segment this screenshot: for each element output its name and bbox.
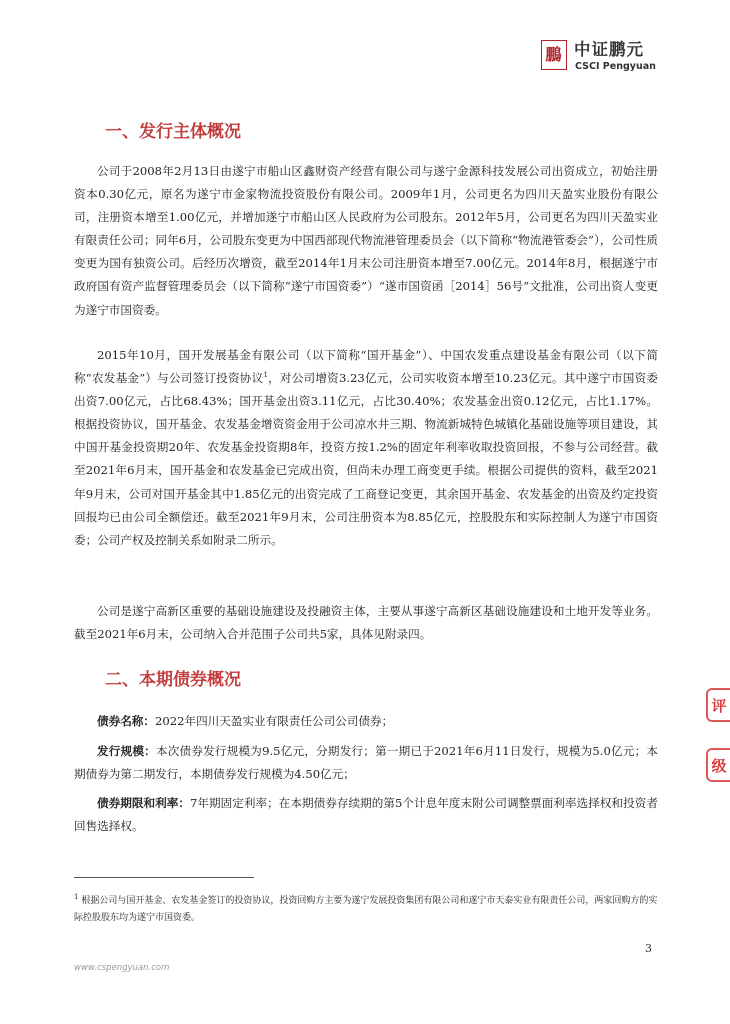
bond-name-label: 债券名称： (97, 714, 155, 728)
paragraph-business-scope: 公司是遂宁高新区重要的基础设施建设及投融资主体，主要从事遂宁高新区基础设施建设和土地开发等业务。截至2021年6月末，公司纳入合并范围子公司共5家，具体见附录四。 (74, 604, 658, 642)
paragraph-capital-increase (74, 344, 658, 552)
paragraph-capital-increase-part2: ，对公司增资3.23亿元，公司实收资本增至10.23亿元。其中遂宁市国资委出资7.00亿元，占比68.43%；国开基金出资3.11亿元，占比30.40%；农发基金出资0.12亿元，占比1.17%。根据投资协议，国开基金、农发基金增资资金用于公司凉水井三期、物流新城特色城镇化基础设施等项目建设，其中国开基金投资期20年、农发基金投资期8年，投资方按1.2%的固定年利率收取投资回报，不参与公司经营。截至2021年6月末，国开基金和农发基金已完成出资，但尚未办理工商变更手续。根据公司提供的资料，截至2021年9月末，公司对国开基金其中1.85亿元的出资完成了工商登记变更，其余国开基金、农发基金的出资及约定投资回报均已由公司全额偿还。截至2021年9月末，公司注册资本为8.85亿元，控股股东和实际控制人为遂宁市国资委；公司产权及控制关系如附录二所示。 (74, 371, 659, 547)
footnote (74, 893, 658, 927)
bond-name-value: 2022年四川天盈实业有限责任公司公司债券； (154, 714, 394, 728)
bond-scale-value: 本次债券发行规模为9.5亿元，分期发行；第一期已于2021年6月11日发行，规模为5.0亿元；本期债券为第二期发行，本期债券发行规模为4.50亿元； (74, 744, 658, 782)
website-url: www.cspengyuan.com (74, 963, 170, 973)
bond-name-item (74, 710, 658, 733)
bond-scale-label: 发行规模： (97, 744, 156, 758)
brand-logo-glyph: 鵬 (545, 45, 562, 64)
brand-name-en: CSCI Pengyuan (575, 61, 656, 72)
bond-scale-item (74, 740, 658, 786)
bond-term-item (74, 792, 658, 838)
bond-term-label: 债券期限和利率： (97, 796, 190, 810)
page-number: 3 (645, 942, 652, 955)
section-title-issuer: 一、发行主体概况 (105, 122, 241, 142)
paragraph-capital-increase-part1: 2015年10月，国开发展基金有限公司（以下简称“国开基金”）、中国农发重点建设基金有限公司（以下简称“农发基金”）与公司签订投资协议 (74, 348, 658, 386)
brand-name-cn: 中证鹏元 (574, 40, 644, 59)
side-stamp-rating: 评 (706, 688, 730, 722)
paragraph-issuer-history: 公司于2008年2月13日由遂宁市船山区鑫财资产经营有限公司与遂宁金源科技发展公司出资成立，初始注册资本0.30亿元，原名为遂宁市金家物流投资股份有限公司。2009年1月，公司更名为四川天盈实业股份有限公司，注册资本增至1.00亿元，并增加遂宁市船山区人民政府为公司股东。2012年5月，公司更名为四川天盈实业有限责任公司；同年6月，公司股东变更为中国西部现代物流港管理委员会（以下简称“物流港管委会”），公司性质变更为国有独资公司。后经历次增资，截至2014年1月末公司注册资本增至7.00亿元。2014年8月，根据遂宁市政府国有资产监督管理委员会（以下简称“遂宁市国资委”）“遂市国资函［2014］56号”文批准，公司出资人变更为遂宁市国资委。 (74, 164, 658, 317)
footnote-divider (74, 877, 254, 878)
section-title-bond: 二、本期债券概况 (105, 670, 241, 690)
side-stamp-grade: 级 (706, 748, 730, 782)
footnote-reference: 1 (263, 371, 268, 380)
footnote-text: 根据公司与国开基金、农发基金签订的投资协议，投资回购方主要为遂宁发展投资集团有限公司和遂宁市天泰实业有限责任公司，两家回购方的实际控股股东均为遂宁市国资委。 (74, 896, 658, 923)
brand-logo (541, 40, 567, 70)
footnote-mark: 1 (74, 893, 79, 901)
bond-term-value: 7年期固定利率；在本期债券存续期的第5个计息年度末附公司调整票面利率选择权和投资者回售选择权。 (74, 796, 658, 834)
